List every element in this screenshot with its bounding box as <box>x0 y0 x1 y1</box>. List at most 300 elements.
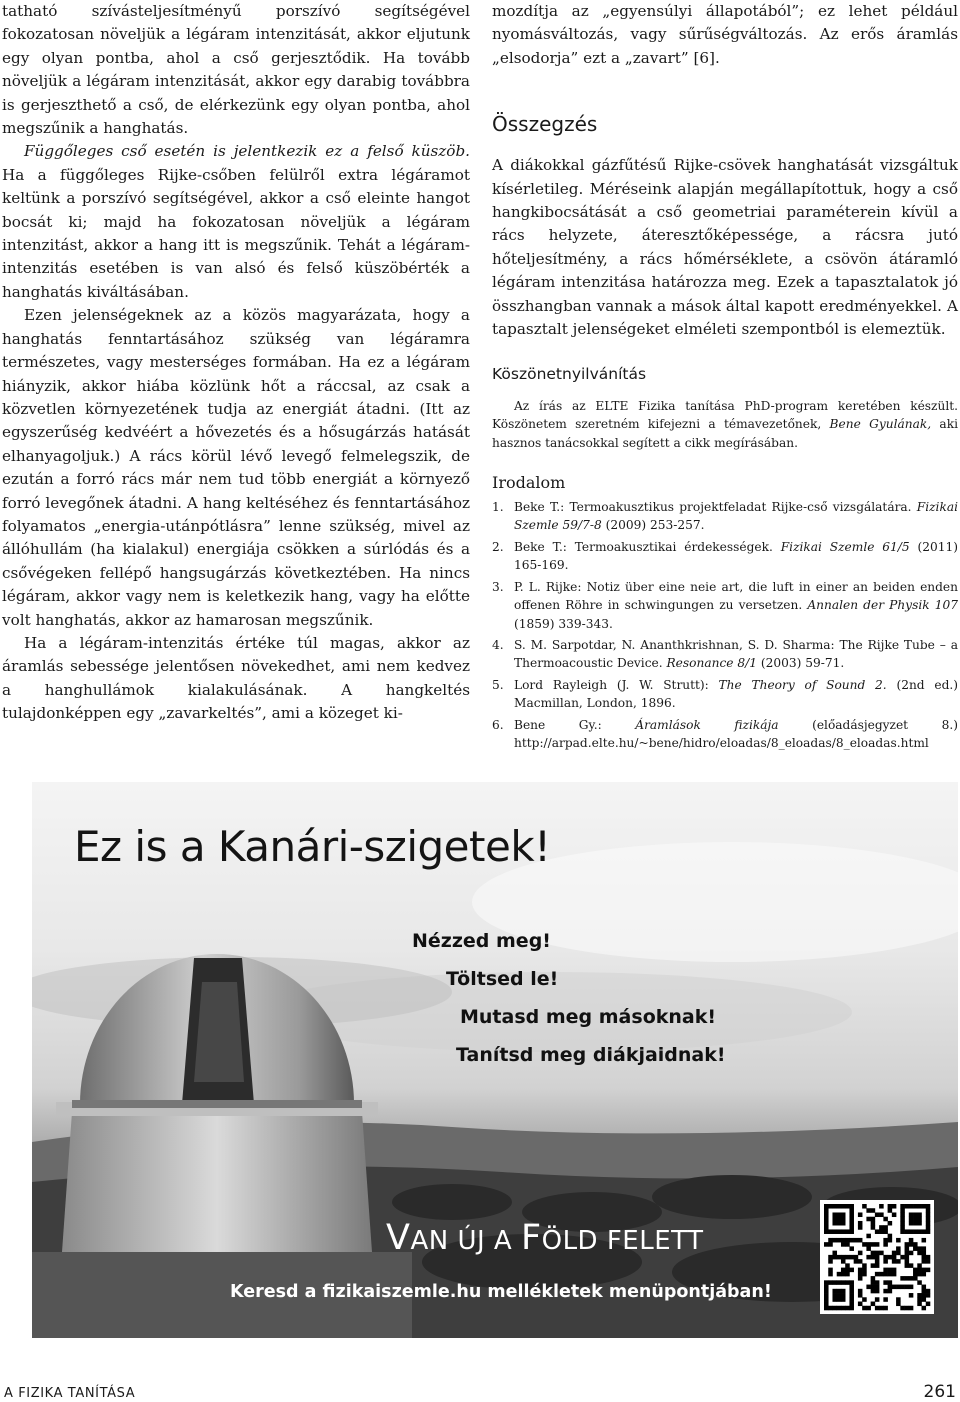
qr-module <box>917 1212 922 1217</box>
qr-module <box>875 1212 880 1217</box>
qr-module <box>913 1229 918 1234</box>
qr-module <box>828 1272 833 1277</box>
qr-module <box>879 1212 884 1217</box>
qr-module <box>875 1229 880 1234</box>
qr-module <box>922 1259 927 1264</box>
qr-module <box>824 1204 829 1209</box>
qr-module <box>909 1242 914 1247</box>
qr-module <box>926 1229 931 1234</box>
qr-module <box>875 1242 880 1247</box>
qr-module <box>841 1212 846 1217</box>
qr-module <box>845 1272 850 1277</box>
qr-module <box>832 1293 837 1298</box>
qr-module <box>862 1272 867 1277</box>
qr-module <box>913 1276 918 1281</box>
qr-module <box>849 1255 854 1260</box>
qr-module <box>837 1280 842 1285</box>
qr-module <box>883 1225 888 1230</box>
reference-item <box>492 636 958 673</box>
qr-module <box>905 1306 910 1311</box>
qr-module <box>913 1212 918 1217</box>
qr-module <box>883 1272 888 1277</box>
qr-module <box>841 1255 846 1260</box>
qr-module <box>883 1242 888 1247</box>
qr-module <box>909 1204 914 1209</box>
qr-module <box>922 1306 927 1311</box>
qr-module <box>845 1229 850 1234</box>
qr-module <box>892 1204 897 1209</box>
qr-module <box>824 1221 829 1226</box>
qr-module <box>866 1217 871 1222</box>
qr-module <box>888 1268 893 1273</box>
qr-module <box>849 1208 854 1213</box>
qr-module <box>875 1285 880 1290</box>
qr-module <box>879 1306 884 1311</box>
qr-module <box>875 1289 880 1294</box>
qr-module <box>845 1263 850 1268</box>
reference-number: 2. <box>492 539 504 554</box>
qr-module <box>896 1259 901 1264</box>
qr-module <box>837 1272 842 1277</box>
qr-module <box>849 1306 854 1311</box>
reference-source: Fizikai Szemle 59/7-8 <box>514 500 958 533</box>
qr-module <box>849 1221 854 1226</box>
reference-source: Annalen der Physik 107 <box>807 598 958 613</box>
qr-module <box>926 1293 931 1298</box>
qr-module <box>888 1272 893 1277</box>
qr-module <box>828 1238 833 1243</box>
qr-module <box>837 1221 842 1226</box>
qr-module <box>858 1293 863 1298</box>
advertisement-banner <box>32 782 958 1338</box>
qr-module <box>862 1306 867 1311</box>
reference-text: Beke T.: Termoakusztikus projektfeladat Rijke-cső vizsgálatára. <box>514 500 917 515</box>
qr-module <box>888 1204 893 1209</box>
qr-module <box>909 1285 914 1290</box>
qr-module <box>849 1268 854 1273</box>
qr-module <box>871 1217 876 1222</box>
qr-module <box>841 1280 846 1285</box>
qr-module <box>892 1285 897 1290</box>
qr-module <box>849 1212 854 1217</box>
qr-module <box>845 1268 850 1273</box>
qr-module <box>866 1246 871 1251</box>
reference-text: Lord Rayleigh (J. W. Strutt): <box>514 677 719 692</box>
qr-module <box>858 1272 863 1277</box>
qr-module <box>917 1221 922 1226</box>
qr-module <box>900 1212 905 1217</box>
qr-module <box>909 1276 914 1281</box>
qr-module <box>841 1259 846 1264</box>
qr-module <box>905 1276 910 1281</box>
qr-module <box>841 1229 846 1234</box>
qr-module <box>888 1238 893 1243</box>
paragraph-2 <box>2 140 470 304</box>
qr-module <box>892 1268 897 1273</box>
tagline-an: AN ÚJ A <box>410 1226 521 1256</box>
qr-module <box>888 1234 893 1239</box>
qr-module <box>892 1272 897 1277</box>
tagline-f: F <box>520 1218 542 1258</box>
qr-module <box>926 1268 931 1273</box>
qr-module <box>828 1229 833 1234</box>
qr-module <box>845 1242 850 1247</box>
qr-module <box>922 1293 927 1298</box>
qr-module <box>871 1280 876 1285</box>
qr-module <box>866 1242 871 1247</box>
qr-module <box>900 1221 905 1226</box>
qr-module <box>913 1246 918 1251</box>
qr-module <box>824 1242 829 1247</box>
reference-source: Resonance 8/1 <box>666 656 757 671</box>
qr-module <box>871 1285 876 1290</box>
qr-module <box>832 1229 837 1234</box>
reference-source: The Theory of Sound 2. <box>718 677 887 692</box>
qr-module <box>926 1259 931 1264</box>
reference-text: S. M. Sarpotdar, N. Ananthkrishnan, S. D. Sharma: The Rijke Tube – a Thermoacoustic Device. <box>514 637 958 671</box>
qr-module <box>892 1255 897 1260</box>
qr-module <box>909 1212 914 1217</box>
qr-module <box>917 1268 922 1273</box>
reference-number: 6. <box>492 717 504 732</box>
qr-module <box>841 1217 846 1222</box>
qr-module <box>900 1225 905 1230</box>
ack-supervisor-name: Bene Gyulának, <box>829 417 932 432</box>
qr-module <box>858 1259 863 1264</box>
qr-module <box>875 1259 880 1264</box>
qr-module <box>841 1289 846 1294</box>
qr-module <box>832 1255 837 1260</box>
qr-module <box>841 1242 846 1247</box>
qr-module <box>900 1204 905 1209</box>
qr-module <box>913 1268 918 1273</box>
qr-module <box>866 1285 871 1290</box>
qr-module <box>837 1204 842 1209</box>
reference-number: 1. <box>492 500 504 515</box>
qr-module <box>871 1255 876 1260</box>
qr-module <box>841 1221 846 1226</box>
qr-module <box>900 1255 905 1260</box>
ack-text-end: aki hasznos tanácsokkal segített a cikk megírásában. <box>492 417 958 451</box>
qr-module <box>837 1289 842 1294</box>
qr-module <box>917 1302 922 1307</box>
qr-module <box>862 1204 867 1209</box>
reference-number: 3. <box>492 579 504 594</box>
qr-module <box>875 1297 880 1302</box>
qr-module <box>845 1204 850 1209</box>
qr-module <box>913 1217 918 1222</box>
summary-heading: Összegzés <box>492 112 598 137</box>
summary-text: A diákokkal gázfűtésű Rijke-csövek hanghatását vizsgáltuk kísérletileg. Méréseink alapján megállapítottuk, hogy a cső hangkibocsátását a cső geometriai paraméterein kívül a rács helyzete, áteresztőképessége, a rácsra jutó hőteljesítmény, a rács hőmérséklete, a csövön átáramló légáram intenzitása határozza meg. Ezek a tapasztalatok jó összhangban vannak a mások által kapott eredményekkel. A tapasztalt jelenségeket elméleti szempontból is elemeztük. <box>492 156 958 339</box>
reference-item <box>492 716 958 753</box>
qr-module <box>837 1238 842 1243</box>
qr-module <box>905 1255 910 1260</box>
qr-module <box>866 1306 871 1311</box>
qr-module <box>926 1208 931 1213</box>
reference-item <box>492 538 958 575</box>
qr-module <box>917 1297 922 1302</box>
qr-module <box>883 1238 888 1243</box>
qr-module <box>917 1204 922 1209</box>
qr-module <box>824 1297 829 1302</box>
reference-item <box>492 578 958 633</box>
reference-item <box>492 498 958 535</box>
qr-module <box>922 1204 927 1209</box>
qr-module <box>926 1204 931 1209</box>
qr-module <box>849 1225 854 1230</box>
qr-module <box>845 1280 850 1285</box>
qr-module <box>875 1280 880 1285</box>
qr-module <box>871 1263 876 1268</box>
qr-module <box>896 1297 901 1302</box>
qr-module <box>879 1204 884 1209</box>
qr-module <box>849 1297 854 1302</box>
qr-module <box>832 1306 837 1311</box>
qr-module <box>858 1238 863 1243</box>
qr-module <box>917 1293 922 1298</box>
vertical-tube-subhead: Függőleges cső esetén is jelentkezik ez a felső küszöb. <box>24 142 470 161</box>
qr-module <box>883 1280 888 1285</box>
qr-module <box>824 1280 829 1285</box>
qr-module <box>926 1217 931 1222</box>
qr-module <box>922 1246 927 1251</box>
qr-module <box>905 1259 910 1264</box>
qr-module <box>909 1238 914 1243</box>
qr-module <box>926 1289 931 1294</box>
page-number: 261 <box>923 1382 956 1402</box>
qr-module <box>862 1268 867 1273</box>
qr-module <box>854 1255 859 1260</box>
qr-module <box>900 1208 905 1213</box>
reference-details: (2009) 253-257. <box>601 518 705 533</box>
qr-module <box>888 1280 893 1285</box>
qr-module <box>824 1306 829 1311</box>
qr-module <box>922 1255 927 1260</box>
qr-module <box>922 1268 927 1273</box>
qr-module <box>875 1251 880 1256</box>
paragraph-3: Ezen jelenségeknek az a közös magyarázata, hogy a hanghatás fenntartásához szükség van légáramra természetes, vagy mesterséges formában. Ha ez a légáram hiányzik, akkor hiába közlünk hőt a ráccsal, az csak a közvetlen környezetének tudja az energiát átadni. (Itt az egyszerűség kedvéért a hővezetés és a hősugárzás hatását elhanyagoljuk.) A rács körül lévő levegő felmelegszik, de ezután a forró rács már nem tud több energiát a környező forró levegőnek átadni. A hang keltéséhez és fenntartásához folyamatos „energia-utánpótlásra” lenne szükség, mivel az állóhullám (ha kialakul) energiája csökken a súrlódás és a csővégeken fellépő hangsugárzás következtében. Ha nincs légáram, akkor vagy nem is keletkezik hang, vagy ha előtte volt hanghatás, akkor az hamarosan megszűnik. <box>2 306 470 629</box>
qr-module <box>858 1268 863 1273</box>
qr-module <box>837 1212 842 1217</box>
qr-module <box>828 1268 833 1273</box>
qr-module <box>905 1204 910 1209</box>
paragraph-1: tatható szívásteljesítményű porszívó segítségével fokozatosan növeljük a légáram intenzitását, akkor eljutunk egy olyan pontba, ahol a cső gerjesztődik. Ha tovább növeljük a légáram intenzitását, akkor egy darabig továbbra is gerjeszthető a cső, de elérkezünk egy olyan pontba, ahol megszűnik a hanghatás. <box>2 2 470 138</box>
qr-module <box>832 1212 837 1217</box>
qr-module <box>828 1255 833 1260</box>
ad-slogan-3: Mutasd meg másoknak! <box>460 1006 717 1028</box>
qr-module <box>871 1251 876 1256</box>
qr-module <box>913 1272 918 1277</box>
qr-module <box>845 1255 850 1260</box>
qr-module <box>883 1259 888 1264</box>
qr-module <box>866 1234 871 1239</box>
reference-number: 4. <box>492 637 504 652</box>
reference-item <box>492 676 958 713</box>
qr-module <box>871 1289 876 1294</box>
qr-module <box>832 1251 837 1256</box>
qr-module <box>832 1217 837 1222</box>
qr-module <box>909 1293 914 1298</box>
qr-module <box>866 1255 871 1260</box>
qr-module <box>824 1229 829 1234</box>
qr-module <box>858 1251 863 1256</box>
qr-module <box>858 1289 863 1294</box>
qr-module <box>905 1242 910 1247</box>
qr-module <box>849 1229 854 1234</box>
qr-module <box>871 1302 876 1307</box>
qr-module <box>883 1289 888 1294</box>
qr-module <box>909 1221 914 1226</box>
journal-section-name: A FIZIKA TANÍTÁSA <box>4 1386 136 1401</box>
qr-module <box>896 1302 901 1307</box>
qr-module <box>905 1246 910 1251</box>
reference-text: Bene Gy.: <box>514 717 636 732</box>
qr-module <box>849 1238 854 1243</box>
qr-module <box>824 1285 829 1290</box>
qr-module <box>832 1297 837 1302</box>
qr-module <box>858 1276 863 1281</box>
qr-module <box>875 1255 880 1260</box>
acknowledgement-heading: Köszönetnyilvánítás <box>492 365 647 384</box>
qr-module <box>849 1204 854 1209</box>
ack-text-start: Az írás az ELTE Fizika tanítása PhD-program keretében készült. Köszönetem szeretném kifejezni a témavezetőnek, <box>492 398 958 432</box>
qr-module <box>854 1238 859 1243</box>
qr-module <box>888 1255 893 1260</box>
qr-module <box>828 1204 833 1209</box>
left-column <box>2 0 470 726</box>
qr-module <box>900 1217 905 1222</box>
qr-module <box>832 1238 837 1243</box>
qr-module <box>922 1297 927 1302</box>
qr-module <box>917 1272 922 1277</box>
qr-module <box>837 1217 842 1222</box>
qr-module <box>888 1289 893 1294</box>
qr-module <box>849 1285 854 1290</box>
ad-slogan-4: Tanítsd meg diákjaidnak! <box>456 1044 726 1066</box>
qr-module <box>824 1217 829 1222</box>
qr-module <box>900 1285 905 1290</box>
qr-module <box>824 1289 829 1294</box>
qr-module <box>900 1306 905 1311</box>
qr-code-icon[interactable] <box>820 1200 934 1314</box>
qr-module <box>854 1259 859 1264</box>
qr-module <box>849 1246 854 1251</box>
qr-module <box>828 1280 833 1285</box>
qr-module <box>837 1229 842 1234</box>
qr-module <box>913 1204 918 1209</box>
qr-module <box>879 1251 884 1256</box>
qr-module <box>879 1229 884 1234</box>
tagline-rest: ÖLD FELETT <box>541 1226 704 1256</box>
qr-module <box>837 1306 842 1311</box>
qr-module <box>875 1263 880 1268</box>
qr-module <box>849 1289 854 1294</box>
qr-module <box>879 1272 884 1277</box>
ad-slogan-1: Nézzed meg! <box>412 930 551 952</box>
qr-module <box>909 1306 914 1311</box>
qr-module <box>845 1306 850 1311</box>
qr-module <box>866 1208 871 1213</box>
qr-module <box>883 1268 888 1273</box>
qr-module <box>905 1285 910 1290</box>
qr-module <box>892 1251 897 1256</box>
references-heading: Irodalom <box>492 472 566 492</box>
qr-module <box>909 1251 914 1256</box>
qr-module <box>888 1208 893 1213</box>
qr-module <box>824 1212 829 1217</box>
qr-module <box>888 1285 893 1290</box>
qr-module <box>896 1246 901 1251</box>
qr-module <box>892 1259 897 1264</box>
qr-module <box>909 1263 914 1268</box>
qr-module <box>832 1289 837 1294</box>
qr-module <box>849 1217 854 1222</box>
qr-module <box>917 1217 922 1222</box>
qr-module <box>926 1302 931 1307</box>
qr-module <box>917 1246 922 1251</box>
qr-module <box>858 1221 863 1226</box>
qr-module <box>858 1225 863 1230</box>
qr-module <box>871 1242 876 1247</box>
ad-tagline <box>386 1218 703 1258</box>
qr-module <box>824 1208 829 1213</box>
qr-module <box>849 1302 854 1307</box>
qr-module <box>892 1212 897 1217</box>
qr-module <box>888 1221 893 1226</box>
qr-module <box>837 1293 842 1298</box>
reference-details: (2nd ed.) Macmillan, London, 1896. <box>514 677 959 711</box>
qr-module <box>824 1293 829 1298</box>
reference-details: (2003) 59-71. <box>756 656 845 671</box>
qr-module <box>879 1225 884 1230</box>
qr-module <box>922 1251 927 1256</box>
qr-module <box>922 1238 927 1243</box>
qr-module <box>871 1225 876 1230</box>
qr-module <box>862 1263 867 1268</box>
qr-module <box>849 1280 854 1285</box>
qr-module <box>896 1251 901 1256</box>
qr-module <box>828 1259 833 1264</box>
reference-text: P. L. Rijke: Notiz über eine neie art, die luft in einer an beiden enden offenen Röhre in schwingungen zu versetzen. <box>514 579 958 613</box>
qr-module <box>913 1221 918 1226</box>
qr-module <box>841 1293 846 1298</box>
reference-details: (1859) 339-343. <box>514 616 613 631</box>
acknowledgement-text <box>492 397 958 453</box>
qr-module <box>883 1297 888 1302</box>
qr-module <box>871 1208 876 1213</box>
qr-module <box>922 1289 927 1294</box>
qr-module <box>926 1255 931 1260</box>
qr-module <box>917 1229 922 1234</box>
qr-module <box>824 1302 829 1307</box>
qr-module <box>922 1285 927 1290</box>
right-column <box>492 0 958 755</box>
qr-module <box>858 1302 863 1307</box>
qr-module <box>837 1297 842 1302</box>
qr-module <box>841 1238 846 1243</box>
reference-number: 5. <box>492 677 504 692</box>
paragraph-4: Ha a légáram-intenzitás értéke túl magas, akkor az áramlás sebessége jelentősen növekedhet, ami nem kedvez a hanghullámok kialakulásának. A hangkeltés tulajdonképpen egy „zavarkeltés”, ami a közeget ki- <box>2 633 470 723</box>
qr-module <box>858 1212 863 1217</box>
qr-module <box>900 1276 905 1281</box>
qr-module <box>926 1212 931 1217</box>
reference-details: (2011) 165-169. <box>514 539 959 573</box>
qr-module <box>905 1251 910 1256</box>
qr-module <box>871 1221 876 1226</box>
qr-module <box>922 1229 927 1234</box>
paragraph-continued: mozdítja az „egyensúlyi állapotából”; ez lehet például nyomásváltozás, vagy sűrűségváltozás. Az erős áramlás „elsodorja” ezt a „zavart” [6]. <box>492 2 958 67</box>
qr-module <box>909 1229 914 1234</box>
